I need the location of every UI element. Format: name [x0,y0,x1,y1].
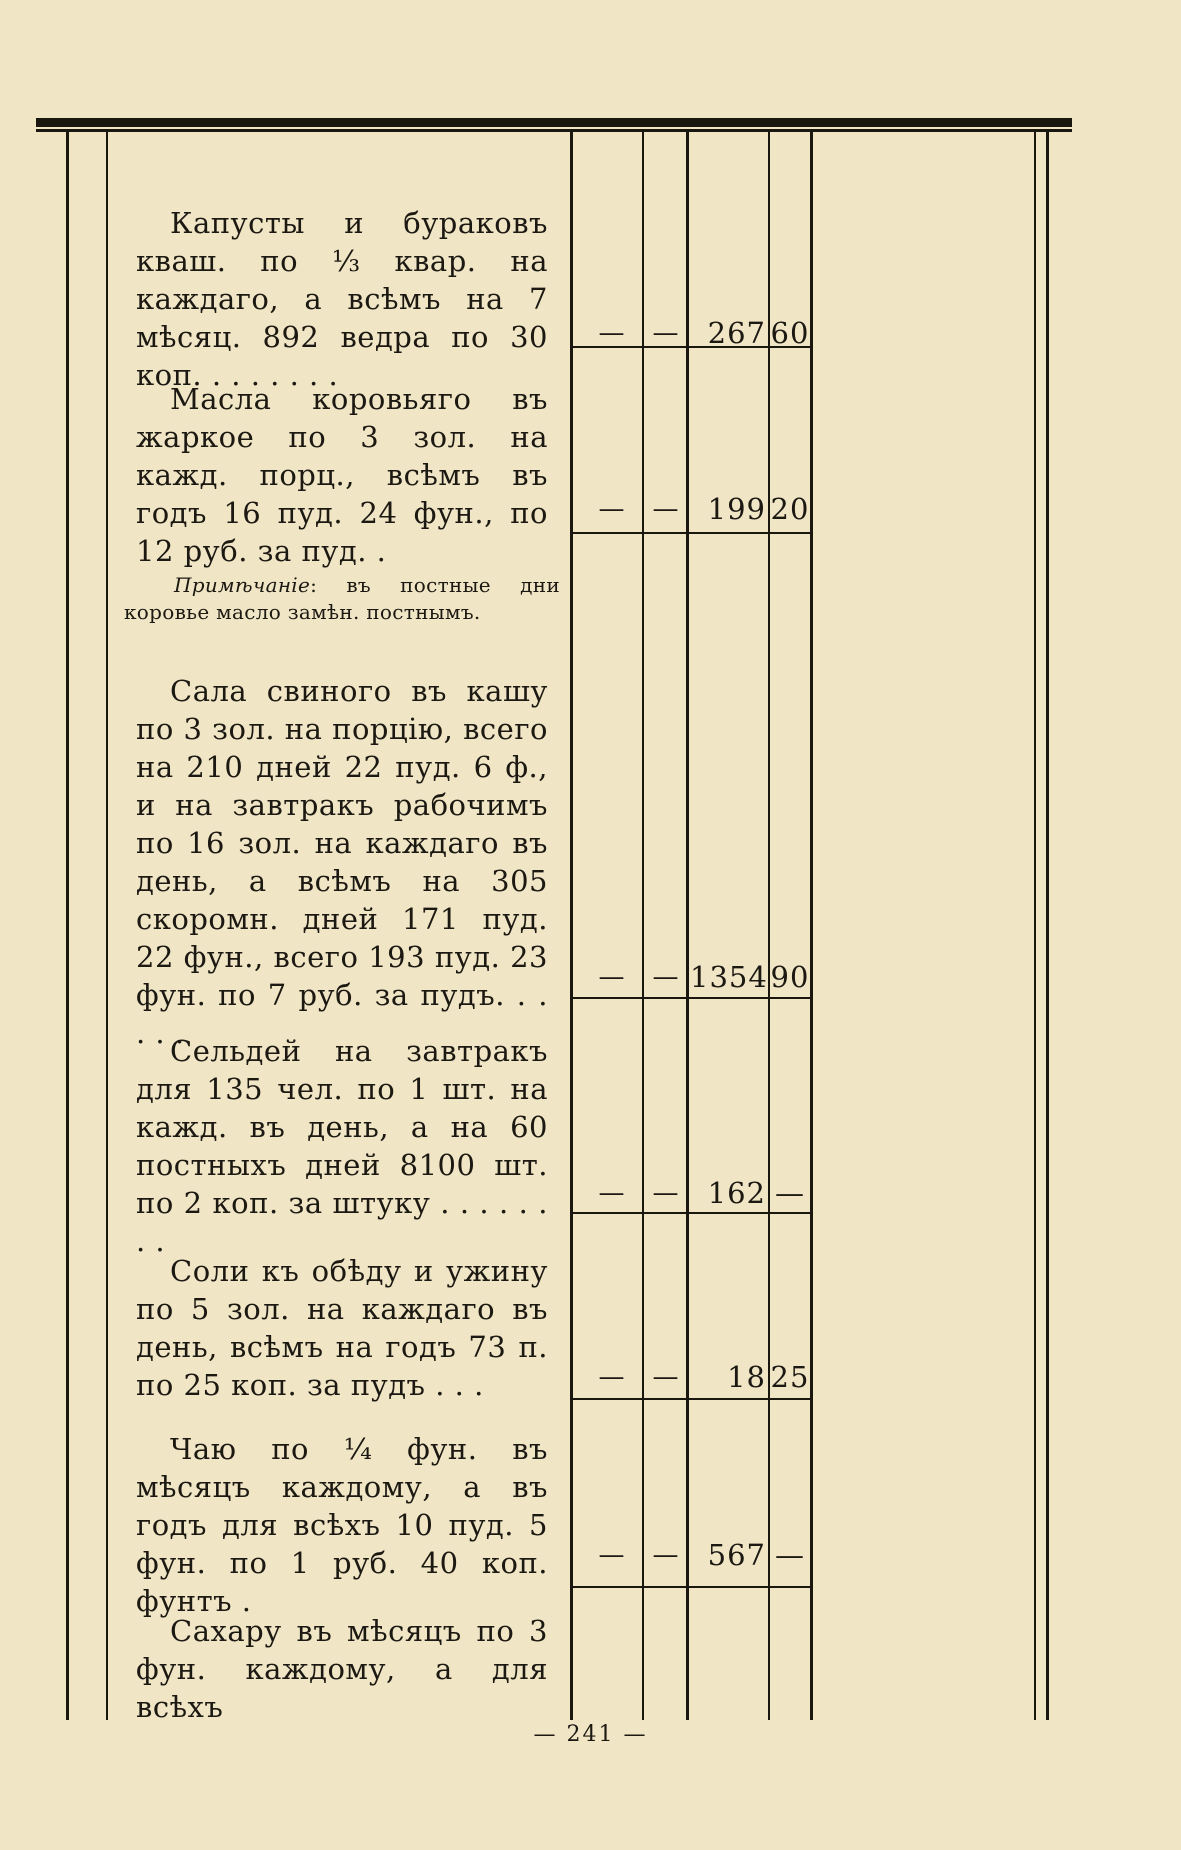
entry-text [136,1032,548,1260]
entry-text [136,1612,548,1726]
entry-text-content: Сала свиного въ кашу по 3 зол. на порцію, всего на 210 дней 22 пуд. 6 ф., и на завтракъ рабочимъ по 16 зол. на каждаго въ день, а всѣмъ на 305 скоромн. дней 171 пуд. 22 фун., всего 193 пуд. 23 фун. по 7 руб. за пудъ. . . . . . [136,674,548,1050]
entry-text-content: Капусты и бураковъ кваш. по ⅓ квар. на каждаго, а всѣмъ на 7 мѣсяц. 892 ведра по 30 коп. . . . . . . . [136,206,548,392]
row-rule [570,1212,810,1214]
entry-text [136,204,548,394]
entry-kopecks: 90 [770,960,810,994]
entry-text-content: Сахару въ мѣсяцъ по 3 фун. каждому, а для всѣхъ [136,1614,548,1724]
entry-col1: — [598,318,626,348]
entry-col2: — [652,962,680,992]
top-rule [36,118,1072,129]
entry-text-content: Чаю по ¼ фун. въ мѣсяцъ каждому, а въ годъ для всѣхъ 10 пуд. 5 фун. по 1 руб. 40 коп. фунтъ . [136,1432,548,1618]
column-rule-rub [768,132,770,1720]
entry-rubles: 18 [727,1360,766,1394]
column-rule-col2 [686,132,689,1720]
entry-kopecks: — [775,1538,805,1572]
entry-col2: — [652,318,680,348]
entry-text-content: Масла коровьяго въ жаркое по 3 зол. на кажд. порц., всѣмъ въ годъ 16 пуд. 24 фун., по 12 руб. за пуд. . [136,382,548,568]
entry-rubles: 1354 [690,960,768,994]
entry-col1: — [598,962,626,992]
row-rule [570,1586,810,1588]
entry-note [124,572,560,626]
entry-col2: — [652,1540,680,1570]
entry-kopecks: — [775,1176,805,1210]
column-rule-left-inner [106,132,108,1720]
entry-col1: — [598,1362,626,1392]
entry-text [136,380,548,570]
page-number: — 241 — [533,1722,648,1747]
column-rule-left-outer [66,132,69,1720]
entry-col2: — [652,1178,680,1208]
column-rule-right-outer [1046,132,1049,1720]
column-rule-right-inner [1034,132,1036,1720]
entry-rubles: 267 [707,316,766,350]
entry-text [136,1252,548,1404]
column-rule-kop [810,132,813,1720]
row-rule [570,1398,810,1400]
entry-text-content: Соли къ обѣду и ужину по 5 зол. на каждаго въ день, всѣмъ на годъ 73 п. по 25 коп. за пудъ . . . [136,1254,548,1402]
entry-text [136,1430,548,1620]
entry-col1: — [598,1540,626,1570]
entry-text-content: Сельдей на завтракъ для 135 чел. по 1 шт. на кажд. въ день, а на 60 постныхъ дней 8100 шт. по 2 коп. за штуку . . . . . . . . [136,1034,548,1258]
row-rule [570,997,810,999]
entry-rubles: 567 [707,1538,766,1572]
entry-text [136,672,548,1052]
note-label: Примѣчаніе [174,573,311,597]
entry-col2: — [652,494,680,524]
note-text: : въ постные дни коровье масло замѣн. постнымъ. [124,573,560,624]
entry-kopecks: 20 [770,492,810,526]
note-line [124,572,560,626]
entry-kopecks: 25 [770,1360,810,1394]
column-rule-col1 [642,132,644,1720]
column-rule-text-right [570,132,573,1720]
entry-kopecks: 60 [770,316,810,350]
entry-col2: — [652,1362,680,1392]
row-rule [570,532,810,534]
entry-rubles: 162 [707,1176,766,1210]
entry-col1: — [598,494,626,524]
entry-col1: — [598,1178,626,1208]
entry-rubles: 199 [707,492,766,526]
